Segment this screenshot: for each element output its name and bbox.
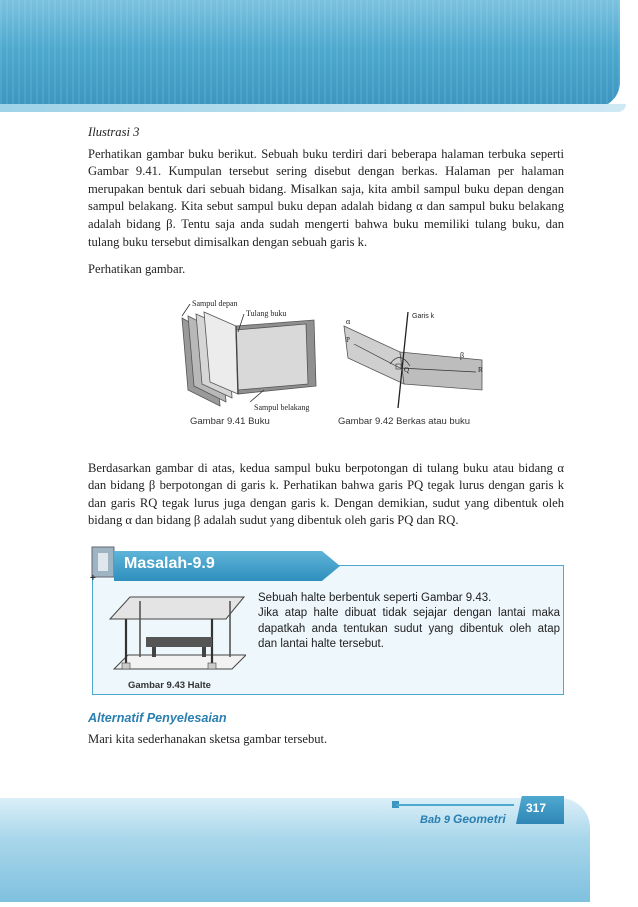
svg-text:+: + (90, 573, 96, 583)
book-figure (174, 298, 324, 413)
alternative-solution-text: Mari kita sederhanakan sketsa gambar tersebut. (88, 732, 328, 746)
page-number: 317 (526, 801, 547, 815)
label-spine: Tulang buku (246, 309, 287, 318)
header-bar (0, 0, 620, 108)
label-line-k: Garis k (412, 313, 435, 320)
paragraph-1: Perhatikan gambar buku berikut. Sebuah buku terdiri dari beberapa halaman terbuka seperti Gambar 9.41. Kumpulan tersebut sering disebut dengan berkas. Halaman per halaman merupakan bentuk dari sebuah bidang. Misalkan saja, kita ambil sampul buku depan dengan sampul belakang. Kita sebut sampul buku depan adalah bidang α dan sampul buku belakang adalah bidang β. Tentu saja anda sudah mengerti bahwa buku memiliki tulang buku, dan tulang buku tersebut dimisalkan dengan sebuah garis k. (88, 146, 564, 249)
masalah-line-2: Jika atap halte dibuat tidak sejajar dengan lantai maka dapatkah anda tentukan sudut yang dibentuk oleh atap dan lantai halte tersebut. (258, 607, 560, 651)
figure-9-41-caption: Gambar 9.41 Buku (190, 416, 270, 427)
masalah-box (88, 543, 566, 695)
label-alpha: α (346, 317, 351, 326)
paragraph-2: Berdasarkan gambar di atas, kedua sampul buku berpotongan di tulang buku atau bidang α dan bidang β berpotongan di garis k. Perhatikan bahwa garis PQ tegak lurus dengan garis k dan garis RQ tegak lurus juga dengan garis k. Dengan demikian, sudut yang dibentuk oleh bidang α dan bidang β adalah sudut yang dibentuk oleh garis PQ dan RQ. (88, 460, 564, 528)
planes-figure (340, 308, 490, 412)
see-figure-text: Perhatikan gambar. (88, 262, 186, 277)
masalah-line-1: Sebuah halte berbentuk seperti Gambar 9.43. (258, 592, 492, 604)
label-beta: β (460, 351, 465, 360)
chapter-name: Geometri (453, 812, 506, 826)
masalah-title: Masalah-9.9 (124, 555, 215, 572)
figures-row (88, 292, 564, 432)
illustration-title: Ilustrasi 3 (88, 125, 140, 139)
footer-band (0, 790, 638, 907)
header-edge (0, 104, 626, 112)
halte-figure (106, 585, 246, 677)
chapter-label (420, 812, 506, 826)
figure-9-42-caption: Gambar 9.42 Berkas atau buku (338, 416, 471, 427)
footer-line (396, 804, 514, 806)
label-Q: Q (404, 366, 410, 374)
header-band (0, 0, 638, 112)
masalah-text (258, 591, 560, 653)
label-back-cover: Sampul belakang (254, 403, 310, 412)
label-R: R (478, 366, 483, 374)
chapter-number: Bab 9 (420, 814, 450, 826)
figure-9-43-caption: Gambar 9.43 Halte (128, 680, 211, 691)
alternative-solution-title: Alternatif Penyelesaian (88, 711, 227, 725)
label-front-cover: Sampul depan (192, 299, 238, 308)
main-text (88, 124, 564, 279)
label-P: P (346, 336, 350, 344)
